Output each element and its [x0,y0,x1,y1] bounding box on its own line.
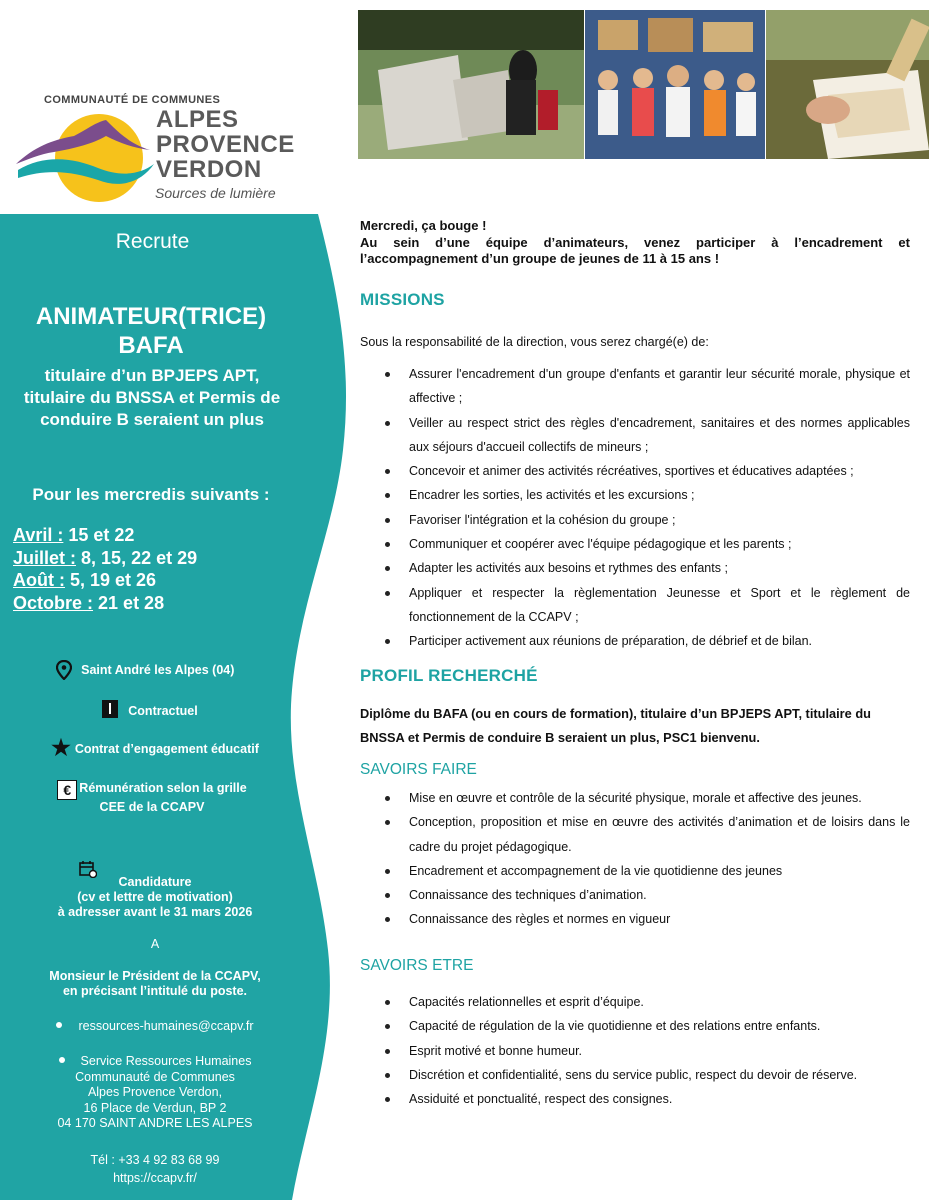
list-item: Discrétion et confidentialité, sens du service public, respect du devoir de réserve. [360,1063,910,1087]
photo-banner [358,10,929,159]
recipient-info [15,969,295,999]
date-month: Octobre : [13,592,94,613]
pay-line1: Rémunération selon la grille [79,781,247,795]
bullet-icon [56,1022,62,1028]
contract-type-text: Contractuel [128,704,198,718]
website-link[interactable]: https://ccapv.fr/ [113,1171,197,1185]
pay-line2: CEE de la CCAPV [99,800,205,814]
address-line: Communauté de Communes [75,1069,235,1084]
list-item: Encadrer les sorties, les activités et les excursions ; [360,483,910,507]
contract-kind-info [15,735,295,760]
dates-list [13,524,293,614]
list-item: Appliquer et respecter la règlementation Jeunesse et Sport et le règlement de fonctionnement de la CCAPV ; [360,581,910,630]
missions-list [360,362,910,654]
logo-community: COMMUNAUTÉ DE COMMUNES [44,94,221,106]
job-title [10,302,292,360]
email-link[interactable]: ressources-humaines@ccapv.fr [78,1019,254,1033]
date-month: Août : [13,570,65,590]
list-item: Mise en œuvre et contrôle de la sécurité physique, morale et affective des jeunes. [360,786,910,810]
job-title-line2: BAFA [118,332,184,359]
address-line: Alpes Provence Verdon, [87,1085,223,1099]
candidature-deadline: à adresser avant le 31 mars 2026 [57,905,253,919]
savoirs-etre-list [360,990,910,1111]
candidature-title: Candidature [118,875,192,889]
photo-paintball [358,10,584,159]
candidature-info [20,875,290,920]
date-month: Avril : [13,525,64,545]
email-row [20,1019,290,1035]
list-item: Connaissance des techniques d’animation. [360,883,910,907]
list-item: Concevoir et animer des activités récréatives, sportives et éducatives adaptées ; [360,459,910,483]
intro-line2: Au sein d’une équipe d’animateurs, venez participer à l’encadrement et l’accompagnement d’un groupe de jeunes de 11 à 15 ans ! [360,234,910,266]
job-title-line1: ANIMATEUR(TRICE) [35,303,267,330]
list-item: Esprit motivé et bonne humeur. [360,1039,910,1063]
bullet-icon [59,1057,65,1063]
savoirs-faire-heading: SAVOIRS FAIRE [360,761,477,778]
tie-icon [102,700,118,718]
list-item: Capacité de régulation de la vie quotidienne et des relations entre enfants. [360,1014,910,1038]
intro [360,218,910,268]
star-icon: ★ [51,735,71,760]
logo-name-provence: PROVENCE [156,131,295,158]
photo-map-orienteering [766,10,929,159]
profile-text: Diplôme du BAFA (ou en cours de formation), titulaire d’un BPJEPS APT, titulaire du BNSSA et Permis de conduire B seraient un plus, PSC1 bienvenu. [360,706,871,745]
photo-children-exhibit [585,10,765,159]
list-item: Assiduité et ponctualité, respect des consignes. [360,1087,910,1111]
date-days: 21 et 28 [98,592,165,613]
intro-line1: Mercredi, ça bouge ! [360,218,487,233]
candidature-docs: (cv et lettre de motivation) [77,890,233,904]
missions-heading: MISSIONS [360,290,445,309]
list-item: Veiller au respect strict des règles d'encadrement, sanitaires et des normes applicables aux séjours d'accueil collectifs de mineurs ; [360,411,910,460]
date-days: 5, 19 et 26 [70,570,157,590]
missions-intro: Sous la responsabilité de la direction, vous serez chargé(e) de: [360,335,709,349]
contact-block [20,1151,290,1187]
profile-heading: PROFIL RECHERCHÉ [360,666,538,685]
contract-type-info [40,700,260,719]
location-pin-icon [56,659,78,681]
phone-number: Tél : +33 4 92 83 68 99 [90,1153,220,1167]
date-row-juillet [13,547,293,570]
list-item: Adapter les activités aux besoins et rythmes des enfants ; [360,556,910,580]
date-row-aout [13,569,293,592]
date-row-octobre [13,592,293,615]
address-line: Service Ressources Humaines [15,1054,295,1070]
logo-tagline: Sources de lumière [155,185,276,201]
ccapv-logo [14,92,296,204]
job-subtitle: titulaire d’un BPJEPS APT, titulaire du BNSSA et Permis de conduire B seraient un plus [23,366,281,429]
location-info [20,660,270,680]
list-item: Favoriser l'intégration et la cohésion du groupe ; [360,508,910,532]
savoirs-etre-heading: SAVOIRS ETRE [360,957,474,974]
pay-info [22,780,282,815]
recipient-line2: en précisant l’intitulé du poste. [62,984,248,998]
euro-icon: € [57,780,77,800]
date-days: 8, 15, 22 et 29 [81,547,198,568]
contract-kind-text: Contrat d’engagement éducatif [74,742,259,756]
list-item: Assurer l'encadrement d'un groupe d'enfants et garantir leur sécurité morale, physique et affective ; [360,362,910,411]
logo-emblem [14,92,164,204]
address-line: 04 170 SAINT ANDRE LES ALPES [57,1116,253,1130]
date-month: Juillet : [13,547,77,568]
logo-name-alpes: ALPES [156,106,239,133]
date-row-avril [13,524,293,547]
address-line: 16 Place de Verdun, BP 2 [83,1100,227,1115]
location-text: Saint André les Alpes (04) [81,663,235,677]
pay-line1-row [22,780,282,800]
recrute-label: Recrute [115,230,190,253]
list-item: Communiquer et coopérer avec l'équipe pédagogique et les parents ; [360,532,910,556]
wednesdays-heading: Pour les mercredis suivants : [32,485,270,504]
logo-name-verdon: VERDON [156,156,262,183]
recipient-line1: Monsieur le Président de la CCAPV, [49,969,261,983]
list-item: Capacités relationnelles et esprit d’équipe. [360,990,910,1014]
address-block [15,1054,295,1132]
list-item: Conception, proposition et mise en œuvre des activités d’animation et de loisirs dans le cadre du projet pédagogique. [360,810,910,859]
savoirs-faire-list [360,786,910,932]
date-days: 15 et 22 [68,525,135,545]
list-item: Encadrement et accompagnement de la vie quotidienne des jeunes [360,859,910,883]
list-item: Connaissance des règles et normes en vigueur [360,907,910,931]
a-letter: A [150,937,160,951]
list-item: Participer activement aux réunions de préparation, de débrief et de bilan. [360,629,910,653]
